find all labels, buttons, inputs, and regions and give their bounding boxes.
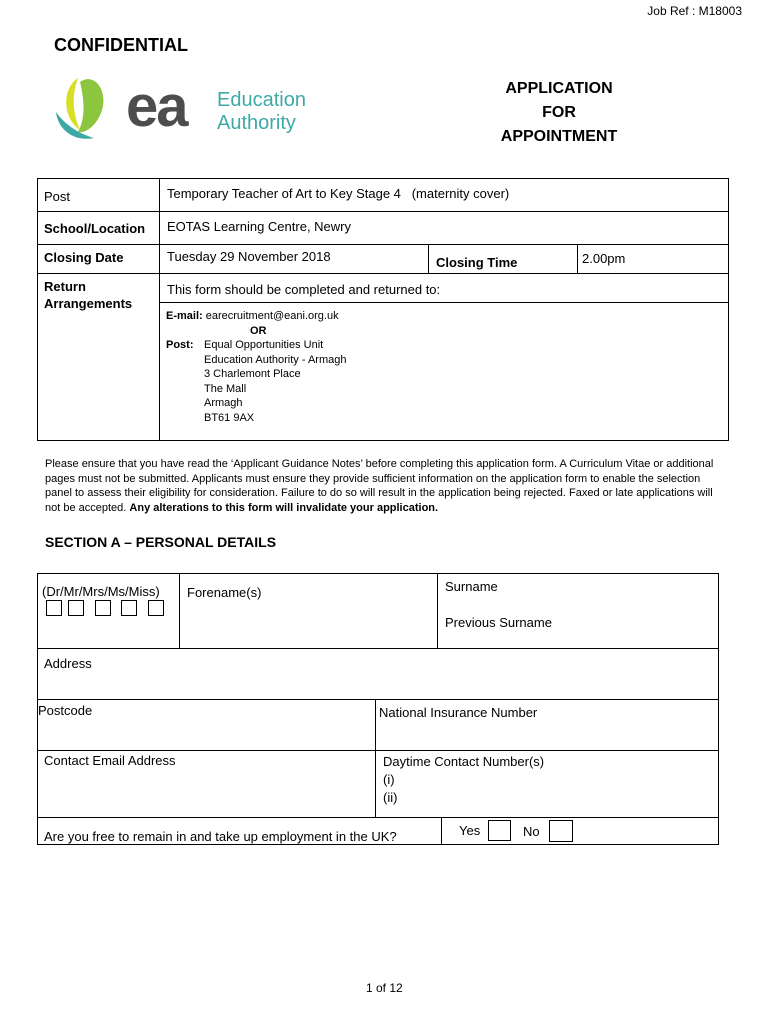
post-label: Post [44, 189, 71, 204]
page-number: 1 of 12 [366, 981, 403, 995]
address-line: BT61 9AX [204, 411, 255, 424]
previous-surname-label: Previous Surname [445, 615, 552, 630]
school-label: School/Location [44, 221, 146, 236]
daytime-contact-label: Daytime Contact Number(s) [383, 754, 545, 769]
checkbox-mr[interactable] [68, 600, 84, 616]
return-intro: This form should be completed and returned to: [167, 282, 441, 297]
return-label-line-2: Arrangements [44, 296, 133, 311]
or-label: OR [250, 324, 267, 337]
postal-address [204, 338, 346, 425]
notice-bold: Any alterations to this form will invalidate your application. [129, 501, 439, 514]
address-line: 3 Charlemont Place [204, 368, 301, 380]
heading-line-2: FOR [542, 104, 576, 121]
ni-number-label: National Insurance Number [379, 705, 538, 720]
no-checkbox[interactable] [549, 820, 573, 842]
ea-leaf-icon [50, 72, 125, 147]
address-label: Address [44, 656, 92, 671]
ea-logo-mark: ea [126, 74, 187, 139]
checkbox-dr[interactable] [46, 600, 62, 616]
school-value: EOTAS Learning Centre, Newry [167, 219, 351, 234]
uk-employment-question: Are you free to remain in and take up employment in the UK? [44, 829, 397, 844]
return-label-line-1: Return [44, 279, 86, 294]
title-label: (Dr/Mr/Mrs/Ms/Miss) [42, 584, 160, 599]
no-label: No [523, 824, 540, 839]
checkbox-ms[interactable] [121, 600, 137, 616]
address-line: Education Authority - Armagh [204, 353, 347, 366]
daytime-contact [383, 753, 544, 807]
address-line: Armagh [204, 397, 243, 409]
notice-text: Please ensure that you have read the ‘Applicant Guidance Notes’ before completing this application form. A Curriculum Vitae or additional pages must not be submitted. Applicants must ensure they provide sufficient information on the application form to enable the selection panel to assess their eligibility for consideration. Failure to do so will result in the application being rejected. Faxed or late applications will not be accepted. [45, 458, 714, 514]
email-value[interactable]: earecruitment@eani.org.uk [205, 310, 339, 322]
guidance-notice [45, 457, 720, 515]
confidential-label: CONFIDENTIAL [54, 35, 188, 55]
job-reference: Job Ref : M18003 [647, 4, 742, 18]
post-address-label: Post: [166, 339, 194, 351]
closing-date-value: Tuesday 29 November 2018 [167, 249, 331, 264]
postcode-label: Postcode [38, 703, 93, 718]
forename-label: Forename(s) [187, 585, 262, 600]
post-value: Temporary Teacher of Art to Key Stage 4 (maternity cover) [167, 186, 510, 201]
checkbox-miss[interactable] [148, 600, 164, 616]
section-a-title: SECTION A – PERSONAL DETAILS [45, 534, 277, 550]
phone-i-label: (i) [383, 772, 395, 787]
yes-checkbox[interactable] [488, 820, 511, 841]
email-label: E-mail: [166, 310, 203, 322]
heading-line-1: APPLICATION [505, 80, 613, 97]
return-details [166, 309, 566, 424]
closing-date-label: Closing Date [44, 250, 124, 265]
logo-line-1: Education [217, 89, 306, 111]
yes-label: Yes [459, 823, 481, 838]
address-line: The Mall [204, 382, 247, 395]
closing-time-label: Closing Time [436, 255, 518, 270]
phone-ii-label: (ii) [383, 790, 398, 805]
contact-email-label: Contact Email Address [44, 753, 176, 768]
closing-time-value: 2.00pm [582, 251, 626, 266]
form-heading [470, 77, 648, 149]
return-label [44, 278, 132, 312]
heading-line-3: APPOINTMENT [500, 128, 618, 145]
checkbox-mrs[interactable] [95, 600, 111, 616]
surname-label: Surname [445, 579, 498, 594]
ea-logo [50, 72, 330, 147]
address-line: Equal Opportunities Unit [204, 339, 324, 351]
logo-line-2: Authority [217, 112, 296, 134]
title-checkboxes [46, 599, 164, 617]
